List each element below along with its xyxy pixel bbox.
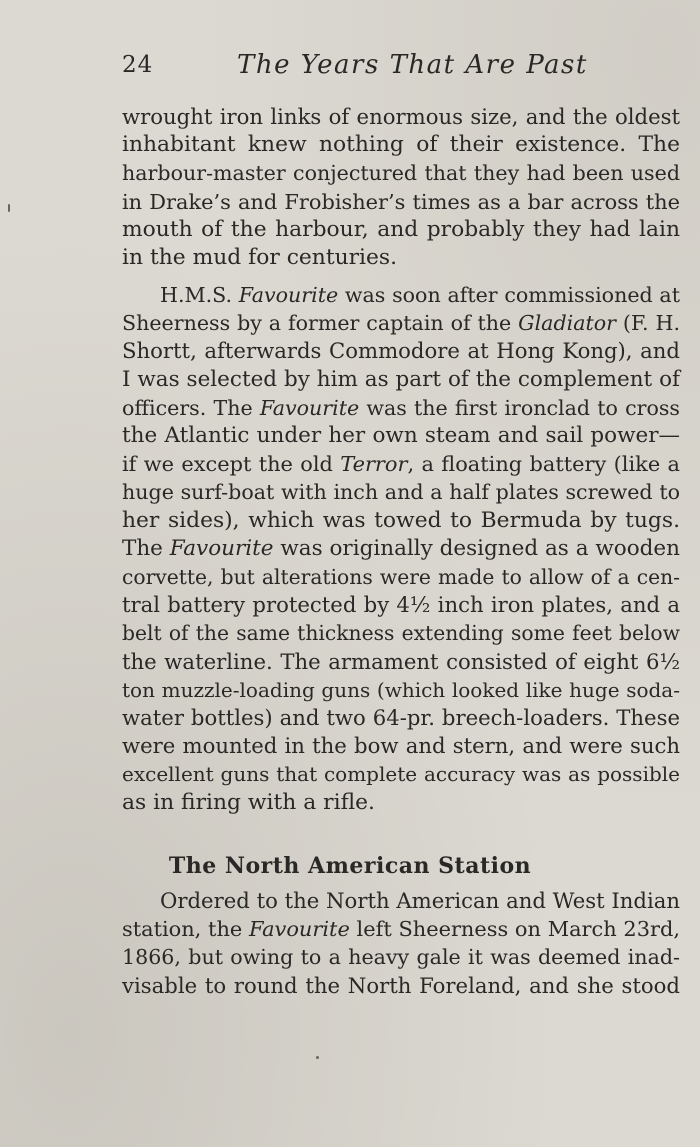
text-line: in Drake’s and Frobisher’s times as a bar across the bbox=[122, 189, 680, 214]
paragraph-continued bbox=[122, 103, 680, 272]
paragraph-favourite bbox=[122, 281, 680, 817]
text-line: H.M.S. Favourite was soon after commissioned at bbox=[160, 283, 680, 307]
text-line: as in firing with a rifle. bbox=[122, 789, 375, 815]
text-line: excellent guns that complete accuracy was as possible bbox=[122, 762, 680, 787]
text-line: if we except the old Terror, a floating battery (like a bbox=[122, 452, 680, 477]
text-line: tral battery protected by 4½ inch iron plates, and a bbox=[122, 592, 680, 618]
paper-mark bbox=[8, 204, 10, 212]
text-line: Sheerness by a former captain of the Gladiator (F. H. bbox=[122, 311, 680, 336]
text-line: 1866, but owing to a heavy gale it was deemed inad- bbox=[122, 945, 680, 970]
page-number: 24 bbox=[122, 52, 154, 78]
text-line: water bottles) and two 64-pr. breech-loaders. These bbox=[122, 705, 680, 731]
paragraph-station bbox=[122, 887, 680, 1000]
text-line: were mounted in the bow and stern, and were such bbox=[122, 733, 680, 759]
text-line: the waterline. The armament consisted of eight 6½ bbox=[122, 648, 680, 674]
text-line: officers. The Favourite was the first ironclad to cross bbox=[122, 395, 681, 420]
text-line: wrought iron links of enormous size, and the oldest bbox=[122, 104, 680, 129]
text-line: mouth of the harbour, and probably they had lain bbox=[122, 216, 680, 242]
text-line: her sides), which was towed to Bermuda by tugs. bbox=[122, 507, 680, 533]
text-line: station, the Favourite left Sheerness on March 23rd, bbox=[122, 917, 680, 942]
text-line: in the mud for centuries. bbox=[122, 245, 398, 271]
section-heading: The North American Station bbox=[168, 853, 532, 879]
text-line: visable to round the North Foreland, and she stood bbox=[122, 972, 680, 998]
text-line: The Favourite was originally designed as a wooden bbox=[122, 535, 680, 561]
text-line: Ordered to the North American and West Indian bbox=[160, 888, 680, 913]
text-line: corvette, but alterations were made to allow of a cen- bbox=[122, 565, 680, 590]
text-line: belt of the same thickness extending some feet below bbox=[122, 621, 680, 646]
text-line: harbour-master conjectured that they had been used bbox=[122, 161, 680, 186]
text-line: the Atlantic under her own steam and sail power— bbox=[122, 423, 680, 449]
paper-speck bbox=[316, 1056, 319, 1059]
text-line: inhabitant knew nothing of their existence. The bbox=[122, 132, 680, 158]
running-title: The Years That Are Past bbox=[237, 50, 588, 80]
text-line: I was selected by him as part of the complement of bbox=[122, 366, 680, 392]
text-line: Shortt, afterwards Commodore at Hong Kong), and bbox=[122, 338, 680, 364]
text-line: huge surf-boat with inch and a half plates screwed to bbox=[122, 480, 680, 505]
running-head bbox=[122, 50, 588, 86]
text-line: ton muzzle-loading guns (which looked like huge soda- bbox=[122, 677, 680, 702]
